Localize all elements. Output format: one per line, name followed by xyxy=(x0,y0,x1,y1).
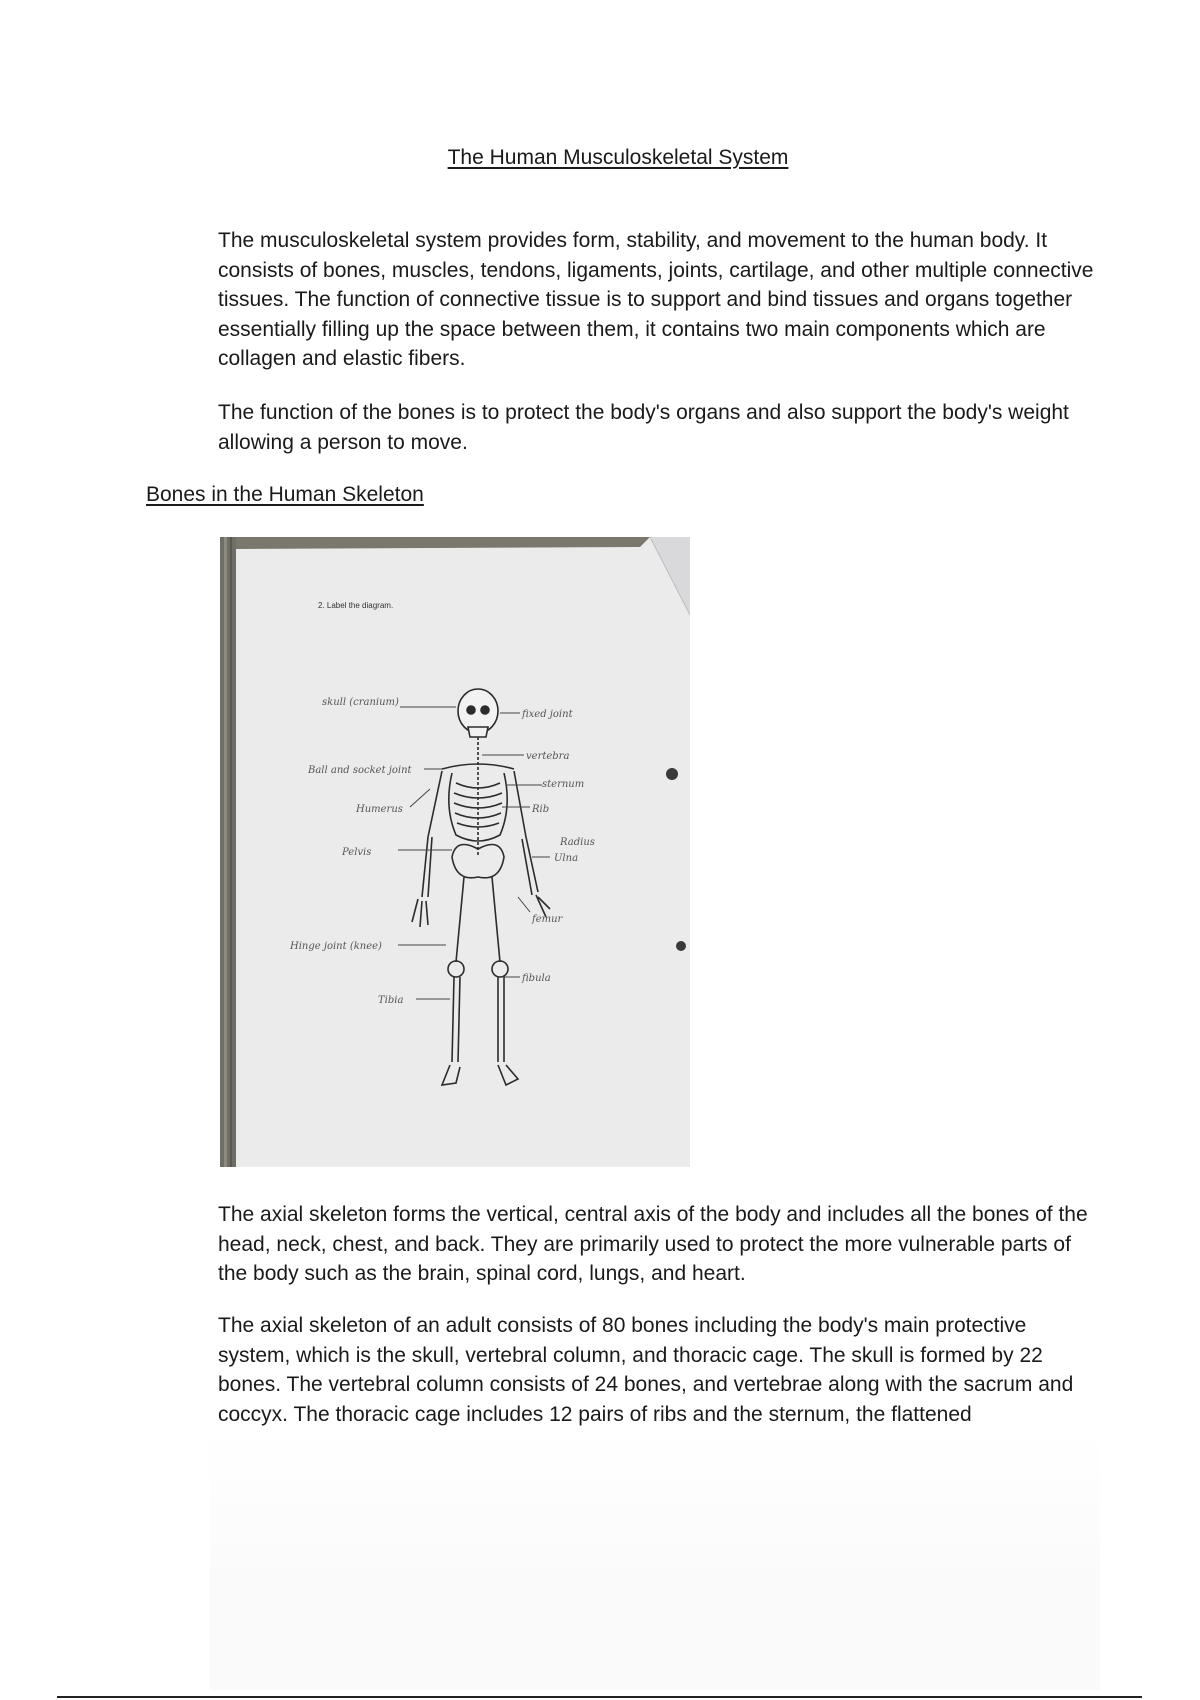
label-fibula: fibula xyxy=(522,973,551,984)
label-skull: skull (cranium) xyxy=(322,697,399,708)
body-paragraph-1: The axial skeleton forms the vertical, central axis of the body and includes all the bones of the head, neck, chest, and back. They are primarily used to protect the more vulnerable parts of the body such as the brain, spinal cord, lungs, and heart. xyxy=(218,1203,1088,1285)
page-fade xyxy=(210,1430,1100,1690)
label-pelvis: Pelvis xyxy=(342,847,372,858)
label-vertebra: vertebra xyxy=(526,751,570,762)
page-title: The Human Musculoskeletal System xyxy=(447,146,789,169)
label-rib: Rib xyxy=(532,804,550,815)
skeleton-diagram-photo xyxy=(220,537,690,1167)
label-sternum: sternum xyxy=(542,779,585,790)
intro-paragraph-1: The musculoskeletal system provides form, stability, and movement to the human body. It consists of bones, muscles, tendons, ligaments, joints, cartilage, and other multiple connective tissues. The function of connective tissue is to support and bind tissues and organs together essentially filling up the space between them, it contains two main components which are collagen and elastic fibers. xyxy=(218,229,1094,370)
footer-rule xyxy=(57,1696,1142,1698)
label-ulna: Ulna xyxy=(554,853,579,864)
label-tibia: Tibia xyxy=(378,995,404,1006)
label-radius: Radius xyxy=(560,837,595,848)
intro-paragraph-2: The function of the bones is to protect the body's organs and also support the body's weight allowing a person to move. xyxy=(218,401,1069,454)
label-hinge-joint: Hinge joint (knee) xyxy=(290,941,382,952)
worksheet-instruction: 2. Label the diagram. xyxy=(318,601,394,610)
body-paragraph-2: The axial skeleton of an adult consists of 80 bones including the body's main protective system, which is the skull, vertebral column, and thoracic cage. The skull is formed by 22 bones. The vertebral column consists of 24 bones, and vertebrae along with the sacrum and coccyx. The thoracic cage includes 12 pairs of ribs and the sternum, the flattened xyxy=(218,1314,1074,1426)
label-ball-socket: Ball and socket joint xyxy=(308,765,412,776)
section-heading: Bones in the Human Skeleton xyxy=(146,483,424,506)
label-humerus: Humerus xyxy=(356,804,403,815)
label-femur: femur xyxy=(532,914,563,925)
label-fixed-joint: fixed joint xyxy=(522,709,573,720)
